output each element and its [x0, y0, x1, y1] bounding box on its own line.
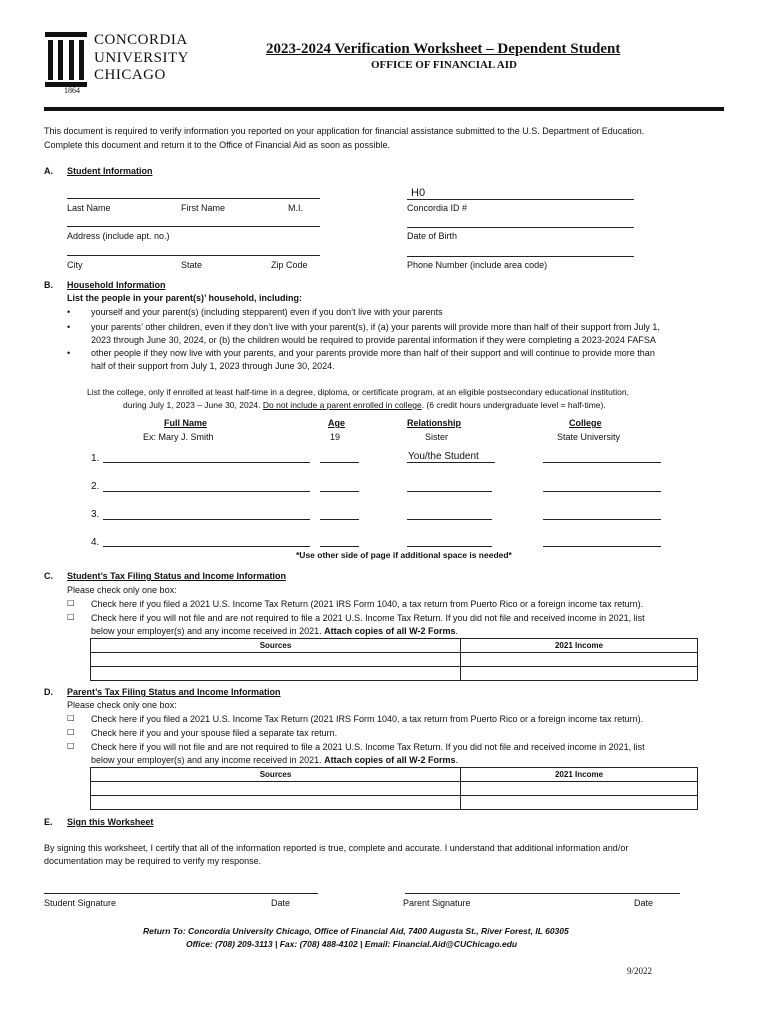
row-1-name[interactable] [103, 462, 310, 463]
checkbox-d3-icon[interactable]: □ [67, 741, 75, 750]
section-b-subtitle: List the people in your parent(s)’ household, including: [67, 293, 303, 303]
label-phone: Phone Number (include area code) [407, 260, 548, 270]
parent-income-cell[interactable] [461, 782, 698, 796]
section-c-option2: Check here if you will not file and are not required to file a 2021 U.S. Income Tax Return. If you did not file and received income in 2021, list [91, 613, 645, 623]
parent-source-cell[interactable] [91, 782, 461, 796]
intro-line1: This document is required to verify information you reported on your application for financial assistance submitted to the U.S. Department of Education. [44, 126, 645, 136]
college-note-1: List the college, only if enrolled at least half-time in a degree, diploma, or certificate program, at an eligible postsecondary educational institution, [87, 387, 629, 397]
household-bullet-2: your parents’ other children, even if they don’t live with your parent(s), if (a) your parents will provide more than half of their support from July 1, [91, 322, 660, 332]
concordia-id-value[interactable]: H0 [411, 187, 426, 199]
col-full-name: Full Name [164, 418, 208, 428]
section-e-letter: E. [44, 817, 53, 827]
logo-line3: CHICAGO [94, 67, 166, 83]
bullet-icon: • [67, 322, 71, 332]
checkbox-c2-icon[interactable]: □ [67, 612, 75, 621]
section-d-title: Parent’s Tax Filing Status and Income Information [67, 687, 281, 697]
parent-source-cell[interactable] [91, 796, 461, 810]
section-b-letter: B. [44, 280, 53, 290]
student-source-cell[interactable] [91, 653, 461, 667]
example-relationship: Sister [425, 432, 449, 442]
section-c-option2c: Attach copies of all W-2 Forms [324, 626, 456, 636]
row-4-relationship[interactable] [407, 546, 492, 547]
checkbox-d1-icon[interactable]: □ [67, 713, 75, 722]
checkbox-d2-icon[interactable]: □ [67, 727, 75, 736]
section-a-letter: A. [44, 166, 53, 176]
row-3-name[interactable] [103, 519, 310, 520]
section-d-option3: Check here if you will not file and are not required to file a 2021 U.S. Income Tax Return. If you did not file and received income in 2021, list [91, 742, 645, 752]
row-4-age[interactable] [320, 546, 359, 547]
col-college: College [569, 418, 602, 428]
header-rule [44, 107, 724, 111]
logo [44, 30, 204, 96]
footer-return-address: Return To: Concordia University Chicago, Office of Financial Aid, 7400 Augusta St., River Forest, IL 60305 [143, 926, 569, 936]
row-1-age[interactable] [320, 462, 359, 463]
section-d-option3c: Attach copies of all W-2 Forms [324, 755, 456, 765]
version-date: 9/2022 [627, 966, 653, 976]
label-zip: Zip Code [271, 260, 308, 270]
parent-date-label: Date [634, 898, 654, 908]
row-3-relationship[interactable] [407, 519, 492, 520]
section-c-option1: Check here if you filed a 2021 U.S. Income Tax Return (2021 IRS Form 1040, a tax return from Puerto Rico or a foreign income tax return). [91, 599, 644, 609]
label-city: City [67, 260, 83, 270]
checkbox-c1-icon[interactable]: □ [67, 598, 75, 607]
certify-text-1: By signing this worksheet, I certify that all of the information reported is true, complete and accurate. I understand that additional information and/or [44, 843, 629, 853]
label-first-name: First Name [181, 203, 226, 213]
parent-income-table [90, 767, 698, 810]
student-source-cell[interactable] [91, 667, 461, 681]
address-line[interactable] [67, 226, 320, 227]
label-state: State [181, 260, 203, 270]
name-line[interactable] [67, 198, 320, 199]
bullet-icon: • [67, 307, 71, 317]
row-1-college[interactable] [543, 462, 661, 463]
row-4-college[interactable] [543, 546, 661, 547]
columns-logo-icon [44, 32, 88, 90]
parent-signature-label: Parent Signature [403, 898, 471, 908]
section-a-title: Student Information [67, 166, 153, 176]
household-bullet-2-cont: 2023 through June 30, 2024, or (b) the children would be required to provide parental information if they were completing a 2023-2024 FAFSA [91, 335, 656, 345]
parent-income-cell[interactable] [461, 796, 698, 810]
example-age: 19 [330, 432, 341, 442]
row-number: 1. [91, 453, 100, 464]
college-note-2b: Do not include a parent enrolled in college [262, 400, 422, 410]
section-d-option1: Check here if you filed a 2021 U.S. Income Tax Return (2021 IRS Form 1040, a tax return from Puerto Rico or a foreign income tax return). [91, 714, 644, 724]
row-number: 3. [91, 509, 100, 520]
row-3-college[interactable] [543, 519, 661, 520]
section-d-option3-cont: below your employer(s) and any income received in 2021. Attach copies of all W-2 Forms. [91, 755, 458, 765]
section-d-instruction: Please check only one box: [67, 700, 177, 710]
section-c-option2b: below your employer(s) and any income received in 2021. [91, 626, 322, 636]
col-relationship: Relationship [407, 418, 462, 428]
col-age: Age [328, 418, 346, 428]
row-number: 2. [91, 481, 100, 492]
page-subtitle: OFFICE OF FINANCIAL AID [371, 59, 517, 71]
label-mi: M.I. [288, 203, 303, 213]
label-address: Address (include apt. no.) [67, 231, 170, 241]
section-d-option2: Check here if you and your spouse filed a separate tax return. [91, 728, 338, 738]
college-note-2c: . (6 credit hours undergraduate level = half-time). [421, 400, 606, 410]
section-d-letter: D. [44, 687, 53, 697]
section-c-title: Student’s Tax Filing Status and Income Information [67, 571, 287, 581]
label-last-name: Last Name [67, 203, 111, 213]
row-2-name[interactable] [103, 491, 310, 492]
concordia-id-line[interactable] [407, 199, 634, 200]
logo-line1: CONCORDIA [94, 32, 188, 48]
household-footnote: *Use other side of page if additional space is needed* [296, 550, 512, 560]
section-c-instruction: Please check only one box: [67, 585, 177, 595]
row-4-name[interactable] [103, 546, 310, 547]
household-bullet-1: yourself and your parent(s) (including stepparent) even if you don’t live with your parents [91, 307, 443, 317]
logo-year: 1864 [64, 86, 80, 95]
section-e-title: Sign this Worksheet [67, 817, 154, 827]
section-c-letter: C. [44, 571, 53, 581]
row-1-relationship-value[interactable]: You/the Student [408, 451, 479, 462]
row-2-relationship[interactable] [407, 491, 492, 492]
row-3-age[interactable] [320, 519, 359, 520]
phone-line[interactable] [407, 256, 634, 257]
student-date-label: Date [271, 898, 291, 908]
section-b-title: Household Information [67, 280, 166, 290]
bullet-icon: • [67, 348, 71, 358]
row-2-college[interactable] [543, 491, 661, 492]
student-income-cell[interactable] [461, 653, 698, 667]
parent-sources-header: Sources [91, 768, 461, 782]
label-dob: Date of Birth [407, 231, 458, 241]
label-concordia-id: Concordia ID # [407, 203, 468, 213]
intro-line2: Complete this document and return it to the Office of Financial Aid as soon as possible. [44, 140, 391, 150]
section-d-option3b: below your employer(s) and any income received in 2021. [91, 755, 322, 765]
household-bullet-3: other people if they now live with your parents, and your parents provide more than half of their support and will continue to provide more than [91, 348, 655, 358]
certify-text-2: documentation may be required to verify my response. [44, 856, 262, 866]
logo-line2: UNIVERSITY [94, 50, 189, 66]
row-number: 4. [91, 537, 100, 548]
household-bullet-3-cont: half of their support from July 1, 2023 through June 30, 2024. [91, 361, 335, 371]
student-income-table [90, 638, 698, 681]
student-signature-line[interactable] [44, 893, 318, 894]
example-college: State University [557, 432, 621, 442]
city-state-zip-line[interactable] [67, 255, 320, 256]
student-signature-label: Student Signature [44, 898, 117, 908]
student-sources-header: Sources [91, 639, 461, 653]
example-name: Ex: Mary J. Smith [143, 432, 214, 442]
parent-income-header: 2021 Income [461, 768, 698, 782]
college-note-2a: during July 1, 2023 – June 30, 2024. [123, 400, 261, 410]
section-c-option2-cont: below your employer(s) and any income received in 2021. Attach copies of all W-2 Forms. [91, 626, 458, 636]
footer-contact: Office: (708) 209-3113 | Fax: (708) 488-4102 | Email: Financial.Aid@CUChicago.edu [186, 939, 518, 949]
parent-signature-line[interactable] [405, 893, 680, 894]
row-2-age[interactable] [320, 491, 359, 492]
student-income-header: 2021 Income [461, 639, 698, 653]
college-note-2 [123, 400, 606, 410]
row-1-relationship[interactable] [407, 462, 495, 463]
page-title: 2023-2024 Verification Worksheet – Dependent Student [266, 41, 621, 57]
student-income-cell[interactable] [461, 667, 698, 681]
dob-line[interactable] [407, 227, 634, 228]
